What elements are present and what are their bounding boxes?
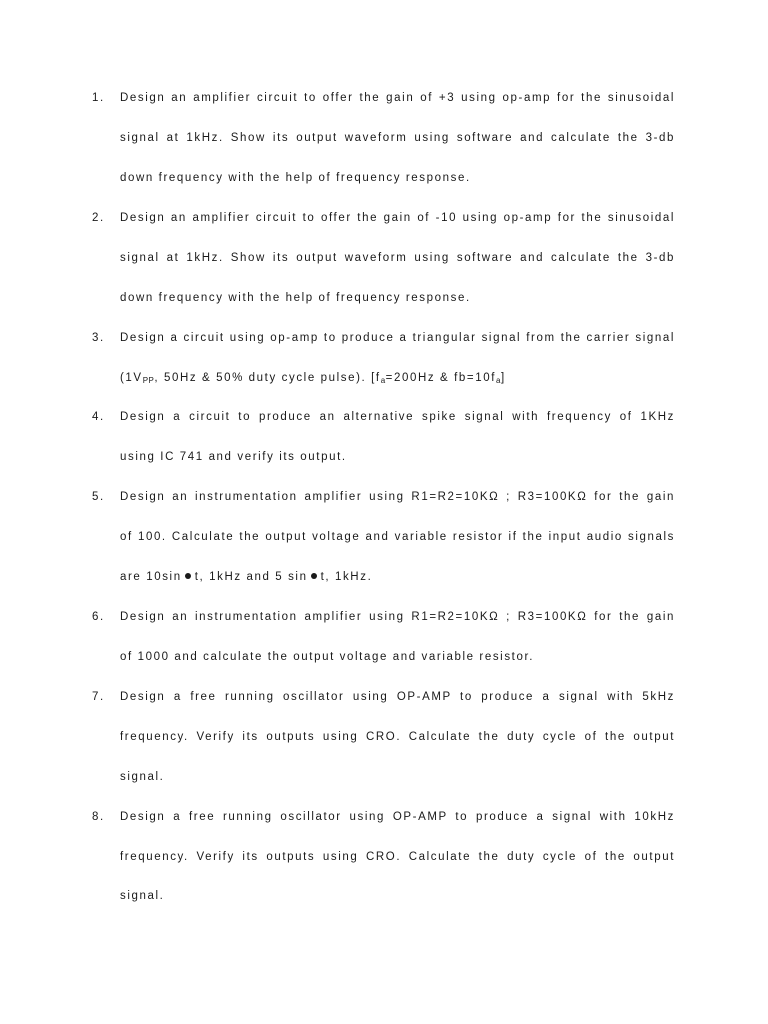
omega-bullet-icon <box>185 573 191 579</box>
item-text-line: down frequency with the help of frequency response. <box>120 292 471 304</box>
item-text-line: Design a free running oscillator using OP-AMP to produce a signal with 10kHz <box>120 811 675 823</box>
item-text-line: using IC 741 and verify its output. <box>120 451 347 463</box>
item-text-line: signal. <box>120 771 165 783</box>
omega-bullet-icon <box>311 573 317 579</box>
text-segment: (1V <box>120 372 143 384</box>
item-text-line: Design an amplifier circuit to offer the gain of -10 using op-amp for the sinusoidal <box>120 212 675 224</box>
item-text-line: down frequency with the help of frequency response. <box>120 172 471 184</box>
item-text-line: of 100. Calculate the output voltage and variable resistor if the input audio signals <box>120 531 675 543</box>
item-number: 3. <box>92 332 105 344</box>
text-segment: t, 1kHz and 5 sin <box>194 571 308 583</box>
item-text-line: frequency. Verify its outputs using CRO. Calculate the duty cycle of the output <box>120 731 675 743</box>
item-number: 1. <box>92 92 105 104</box>
item-number: 8. <box>92 811 105 823</box>
subscript: a <box>380 376 386 385</box>
item-number: 5. <box>92 491 105 503</box>
item-number: 4. <box>92 411 105 423</box>
item-text-line: signal at 1kHz. Show its output waveform using software and calculate the 3-db <box>120 132 675 144</box>
text-segment: are 10sin <box>120 571 182 583</box>
item-text-line: Design a free running oscillator using OP-AMP to produce a signal with 5kHz <box>120 691 675 703</box>
item-text-line: Design an instrumentation amplifier using R1=R2=10KΩ ; R3=100KΩ for the gain <box>120 491 675 503</box>
text-segment: , 50Hz & 50% duty cycle pulse). [f <box>154 372 381 384</box>
item-text-line: signal. <box>120 890 165 902</box>
item-number: 6. <box>92 611 105 623</box>
subscript: a <box>495 376 501 385</box>
item-text-line: Design an amplifier circuit to offer the gain of +3 using op-amp for the sinusoidal <box>120 92 675 104</box>
text-segment: ] <box>500 372 506 384</box>
item-text-line: Design an instrumentation amplifier using R1=R2=10KΩ ; R3=100KΩ for the gain <box>120 611 675 623</box>
item-text-line <box>120 371 506 385</box>
item-text-line <box>120 570 372 584</box>
text-segment: t, 1kHz. <box>320 571 373 583</box>
item-text-line: Design a circuit using op-amp to produce a triangular signal from the carrier signal <box>120 332 675 344</box>
subscript: PP <box>142 376 155 385</box>
text-segment: =200Hz & fb=10f <box>385 372 496 384</box>
item-text-line: signal at 1kHz. Show its output waveform using software and calculate the 3-db <box>120 252 675 264</box>
item-text-line: Design a circuit to produce an alternative spike signal with frequency of 1KHz <box>120 411 675 423</box>
item-text-line: frequency. Verify its outputs using CRO. Calculate the duty cycle of the output <box>120 851 675 863</box>
item-number: 7. <box>92 691 105 703</box>
item-text-line: of 1000 and calculate the output voltage and variable resistor. <box>120 651 535 663</box>
item-number: 2. <box>92 212 105 224</box>
